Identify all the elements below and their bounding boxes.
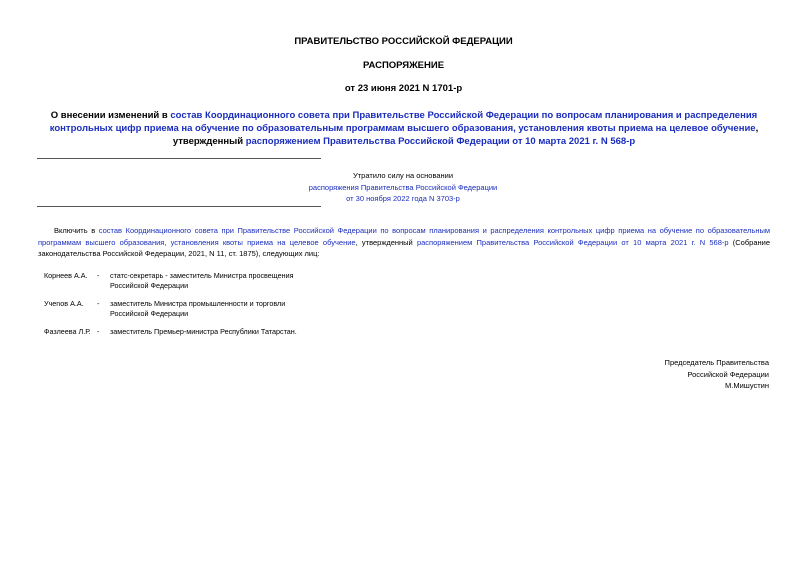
body-prefix: Включить в xyxy=(54,226,99,235)
document-type-heading: РАСПОРЯЖЕНИЕ xyxy=(362,60,445,71)
person-name: Учеnов А.А. xyxy=(44,299,84,308)
document-date-number: от 23 июня 2021 N 1701-р xyxy=(344,83,463,94)
person-position xyxy=(110,299,310,319)
person-position xyxy=(110,327,310,337)
revocation-link-date[interactable]: от 30 ноября 2022 года N 3703-р xyxy=(346,194,460,203)
person-name: Фазлеева Л.Р. xyxy=(44,327,91,336)
title-prefix: О внесении изменений в xyxy=(50,110,171,121)
person-position-line: Российской Федерации xyxy=(110,281,189,290)
title-link-council-composition[interactable]: состав Координационного совета при Правительстве Российской Федерации по вопросам планирования и распределения контрольных цифр приема на обучение по образовательным программам высшего образования, установления квоты приема на целевое обучение xyxy=(49,110,758,134)
title-middle: , утвержденный xyxy=(172,123,759,147)
revocation-line1: Утратило силу на основании xyxy=(352,171,454,180)
person-position-line: заместитель Министра промышленности и торговли xyxy=(110,299,286,308)
person-dash: - xyxy=(97,271,100,280)
body-paragraph xyxy=(38,225,770,260)
body-middle: , утвержденный xyxy=(355,237,417,247)
divider-top xyxy=(37,158,321,159)
person-position-line: заместитель Премьер-министра Республики Татарстан. xyxy=(110,327,297,336)
person-position-line: статс-секретарь - заместитель Министра просвещения xyxy=(110,271,294,280)
revocation-note xyxy=(290,170,516,205)
document-title xyxy=(36,109,772,148)
government-heading: ПРАВИТЕЛЬСТВО РОССИЙСКОЙ ФЕДЕРАЦИИ xyxy=(294,36,513,47)
person-name: Корнеев А.А. xyxy=(44,271,88,280)
signature-country: Российской Федерации xyxy=(687,369,769,379)
title-link-order-568[interactable]: распоряжением Правительства Российской Федерации от 10 марта 2021 г. N 568-р xyxy=(245,136,636,147)
person-position xyxy=(110,271,310,291)
divider-bottom xyxy=(37,206,321,207)
person-dash: - xyxy=(97,299,100,308)
signature-name: М.Мишустин xyxy=(725,381,769,390)
body-link-order-568[interactable]: распоряжением Правительства Российской Федерации от 10 марта 2021 г. N 568-р xyxy=(416,237,729,247)
person-position-line: Российской Федерации xyxy=(110,309,189,318)
body-link-council-composition[interactable]: состав Координационного совета при Правительстве Российской Федерации по вопросам планирования и распределения контрольных цифр приема на обучение по образовательным программам высшего образования, установления квоты приема на целевое обучение xyxy=(38,226,771,247)
revocation-link-order[interactable]: распоряжения Правительства Российской Федерации xyxy=(308,182,498,192)
signature-title: Председатель Правительства xyxy=(664,358,769,367)
person-dash: - xyxy=(97,327,100,336)
body-suffix: (Собрание законодательства Российской Федерации, 2021, N 11, ст. 1875), следующих лиц: xyxy=(38,237,770,258)
